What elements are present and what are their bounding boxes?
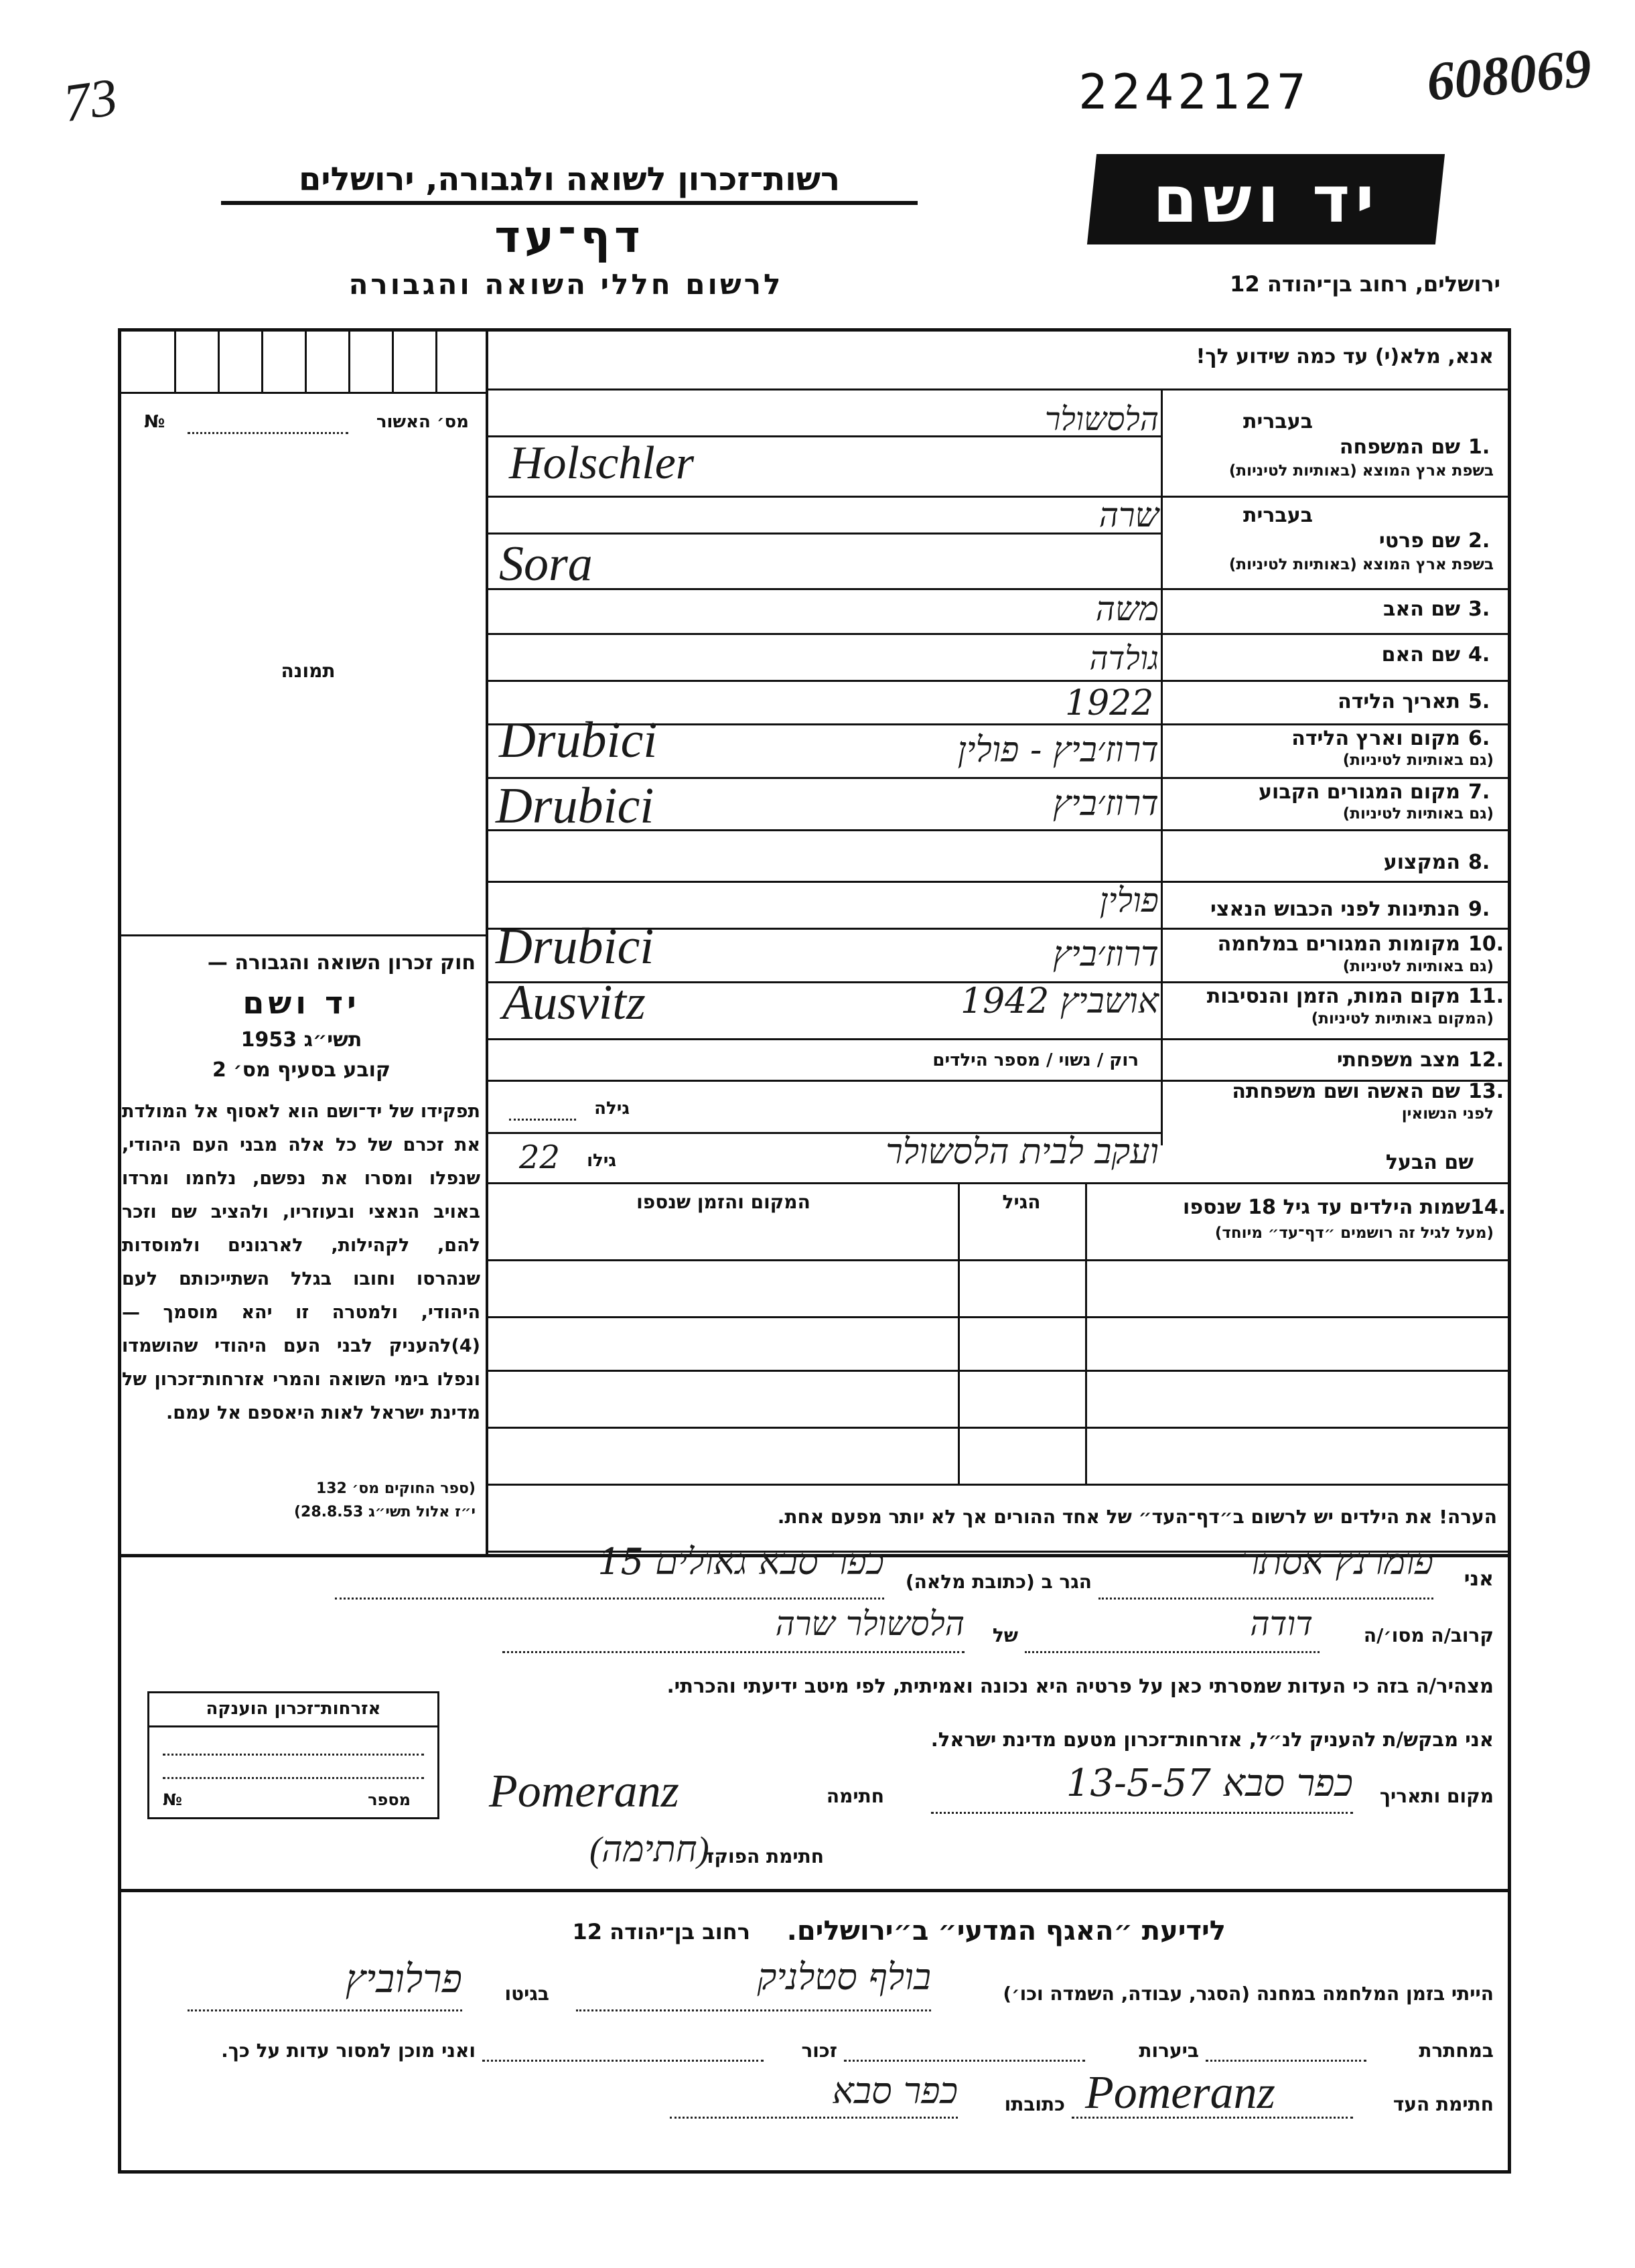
value-birth-date: 1922 [1065,683,1154,723]
in-hebrew-label-1: בעברית [1243,410,1313,433]
field-sub-first-name: בשפת ארץ המוצא (באותיות לטיניות) [1228,556,1494,573]
field-label-wife-name: שם האשה ושם משפחתה [1232,1080,1460,1103]
field-number: 5. [1468,690,1490,713]
husband-age-label: גילו [587,1151,616,1171]
value-citizenship: פולין [1099,881,1159,920]
witness-address-label: הגר ב (כתובת מלאה) [905,1571,1092,1593]
handwritten-page-number: 608069 [1424,37,1594,113]
field-number: 4. [1468,643,1490,666]
field-label-wartime-residence: מקומות המגורים במלחמה [1217,932,1460,956]
witness-relation-label: קרוב/ה מסו׳/ה [1363,1624,1494,1646]
value-birth-place-hebrew: דרוז׳ביץ - פולין [957,730,1159,770]
in-hebrew-label-2: בעברית [1243,504,1313,527]
forests-label: ביערות [1139,2040,1199,2062]
witness-i-label: אני [1464,1567,1494,1591]
children-sub: (מעל לגיל זה רושמים ״דף־עד״ מיוחד) [1214,1224,1494,1242]
ready-to-testify: ואני מוכן למסור עדות על כך. [221,2040,476,2062]
camp-label: הייתי בזמן המלחמה במחנה (הסגר, עבודה, השמדה וכו׳) [1003,1983,1494,2005]
field-number: 1. [1468,435,1490,459]
law-title: חוק זכרון השואה והגבורה — [207,951,476,975]
witness-request: אני מבקש/ת להעניק לנ״ל, אזרחות־זכרון מטעם מדינת ישראל. [930,1728,1494,1751]
field-number: 6. [1468,727,1490,750]
ghetto-label: בגיטו [504,1983,549,2005]
value-first-name-latin: Sora [499,537,593,591]
field-label-first-name: שם פרטי [1378,529,1460,553]
field-label-birth-date: תאריך הלידה [1338,690,1460,713]
field-sub-death-place: (המקום באותיות לטיניות) [1311,1010,1494,1027]
law-body: תפקידו של יד־ושם הוא לאסוף אל המולדת את זכרם של כל אלה מבני העם היהודי, שנפלו ומסרו את נפשם, נלחמו ומרדו באויב הנאצי ובעוזריו, ולהציב שם וזכר להם, לקהילות, לארגונים ולמוסדות שנהרסו וחובו בגלל השתייכותם לעם היהודי, ולמטרה זו יהא מוסמך — (4)להעניק לבני העם היהודי שהושמדו ונפלו בימי השואה והמרי אזרחות־זכרון של מדינת ישראל לאות היאספם אל עמם. [122,1101,480,1423]
field-number: 9. [1468,898,1490,921]
value-birth-place-latin: Drubici [499,712,658,768]
citizenship-number-label: מספר [368,1790,411,1809]
science-witness-sig-label: חתימת העד [1393,2093,1494,2115]
field-label-citizenship: הנתינות לפני הכבוש הנאצי [1210,898,1460,921]
corner-number-mark: 73 [60,67,121,134]
law-source-line2: י״ז אלול תשי״ג 28.8.53) [293,1504,476,1520]
authority-name: רשות־זכרון לשואה ולגבורה, ירושלים [298,161,841,198]
field-number: 14. [1470,1196,1506,1219]
ghetto-value: פרלוביץ [345,1956,462,2001]
law-year: תשי״ג 1953 [240,1028,362,1052]
officer-signature: (חתימה) [589,1829,709,1869]
field-sub-wartime-residence: (גם באותיות לטיניות) [1342,958,1494,975]
field-number: 13. [1468,1080,1504,1103]
science-address-label: כתובתו [1004,2093,1065,2115]
sidebar-tick-boxes [121,332,486,392]
place-date-label: מקום ותאריך [1379,1785,1494,1807]
logo-text: יד ושם [1152,161,1380,237]
field-label-mother-name: שם האם [1381,643,1460,666]
children-col-age: הגיל [1002,1191,1041,1213]
field-label-birth-place: מקום וארץ הלידה [1291,727,1460,750]
field-number: 3. [1468,597,1490,621]
underground-label: במחתרת [1419,2040,1494,2062]
law-clause: קובע בסעיף מס׳ 2 [212,1058,391,1082]
law-logo: יד ושם [242,985,360,1021]
field-sub-residence: (גם באותיות לטיניות) [1342,805,1494,823]
form-intro: אנא, מלא(י) עד כמה שידוע לך! [1196,345,1494,368]
approval-number-label: מס׳ האשור [376,412,469,432]
science-address: רחוב בן־יהודה 12 [572,1919,750,1944]
witness-address: כפר סבא גאולים 15 [597,1541,884,1583]
signature-label: חתימה [826,1785,884,1807]
field-label-residence: מקום המגורים הקבוע [1259,780,1460,804]
field-sub-wife-name: לפני הנשואין [1401,1105,1494,1123]
witness-name: פומרנץ אסתר [1241,1541,1433,1583]
form-subtitle: לרשום חללי השואה והגבורה [348,268,784,301]
institution-address: ירושלים, רחוב בן־יהודה 12 [1230,271,1500,297]
field-label-family-name: שם המשפחה [1339,435,1460,459]
science-witness-signature: Pomeranz [1085,2067,1275,2119]
camp-value: בולף סטלניק [757,1956,931,1998]
witness-relation: דודה [1250,1604,1313,1643]
label-column-divider [1161,388,1163,1145]
field-sub-birth-place: (גם באותיות לטיניות) [1342,752,1494,769]
husband-value: ועקב לבית הלסשולר [885,1132,1159,1172]
field-label-family-status: מצב משפחתי [1336,1048,1460,1072]
value-wartime-residence-latin: Drubici [496,918,654,975]
citizenship-box [147,1691,439,1819]
science-title: לידיעת ״האגף המדעי״ ב״ירושלים. [786,1916,1226,1946]
value-father-name: משה [1095,589,1159,628]
field-number: 2. [1468,529,1490,553]
field-number: 11. [1468,985,1504,1008]
field-number: 7. [1468,780,1490,804]
value-death-place-hebrew: אושביץ 1942 [961,981,1159,1021]
witness-of-label: של [992,1624,1018,1646]
value-family-name-latin: Holschler [509,437,695,489]
citizenship-number-mark: № [163,1790,182,1809]
value-residence-latin: Drubici [496,778,654,834]
form-title: דף־עד [494,211,644,263]
stamp-number: 2242127 [1078,64,1310,120]
witness-of-value: הלסשולר שרה [775,1604,965,1643]
witness-signature: Pomeranz [489,1766,679,1817]
value-death-place-latin: Ausvitz [502,975,646,1030]
place-date-value: כפר סבא 13-5-57 [1066,1762,1353,1805]
officer-signature-label: חתימת הפוקד [703,1845,824,1867]
science-address-value: כפר סבא [832,2070,958,2112]
children-note: הערה! את הילדים יש לרשום ב״דף־העד״ של אחד ההורים אך לא יותר מפעם אחת. [777,1506,1497,1528]
value-wartime-residence-hebrew: דרוז׳ביץ [1053,934,1159,975]
value-family-name-hebrew: הלסשולר [1044,401,1159,438]
yad-vashem-logo [1087,154,1445,244]
field-number: 12. [1468,1048,1504,1072]
field-label-profession: המקצוע [1383,851,1460,874]
field-label-death-place: מקום המות, הזמן והנסיבות [1206,985,1460,1008]
field-label-father-name: שם האב [1383,597,1460,621]
authority-underline [221,201,918,205]
husband-age-value: 22 [519,1139,561,1176]
remember-label: זכור [801,2040,837,2062]
value-residence-hebrew: דרוז׳ביץ [1053,784,1159,824]
status-options: רוק / נשוי / מספר הילדים [932,1050,1139,1070]
witness-declaration: מצהיר/ה בזה כי העדות שמסרתי כאן על פרטיה היא נכונה ואמיתית, לפי מיטב ידיעתי והכרתי. [666,1675,1494,1697]
children-col-place: המקום והזמן שנספו [636,1191,810,1213]
law-source-line1: (ספר החוקים מס׳ 132 [315,1480,476,1497]
children-label: שמות הילדים עד גיל 18 שנספו [1183,1196,1470,1219]
approval-number-mark: № [144,412,165,432]
value-mother-name: גולדה [1089,640,1159,677]
husband-label: שם הבעל [1385,1151,1474,1174]
citizenship-box-title: אזרחות־זכרון הוענקה [206,1699,381,1719]
photo-label: תמונה [281,660,336,682]
value-first-name-hebrew: שרה [1098,496,1159,535]
field-number: 8. [1468,851,1490,874]
wife-age-label: גילה [594,1098,630,1119]
field-number: 10. [1468,932,1504,956]
field-sub-family-name: בשפת ארץ המוצא (באותיות לטיניות) [1228,462,1494,480]
